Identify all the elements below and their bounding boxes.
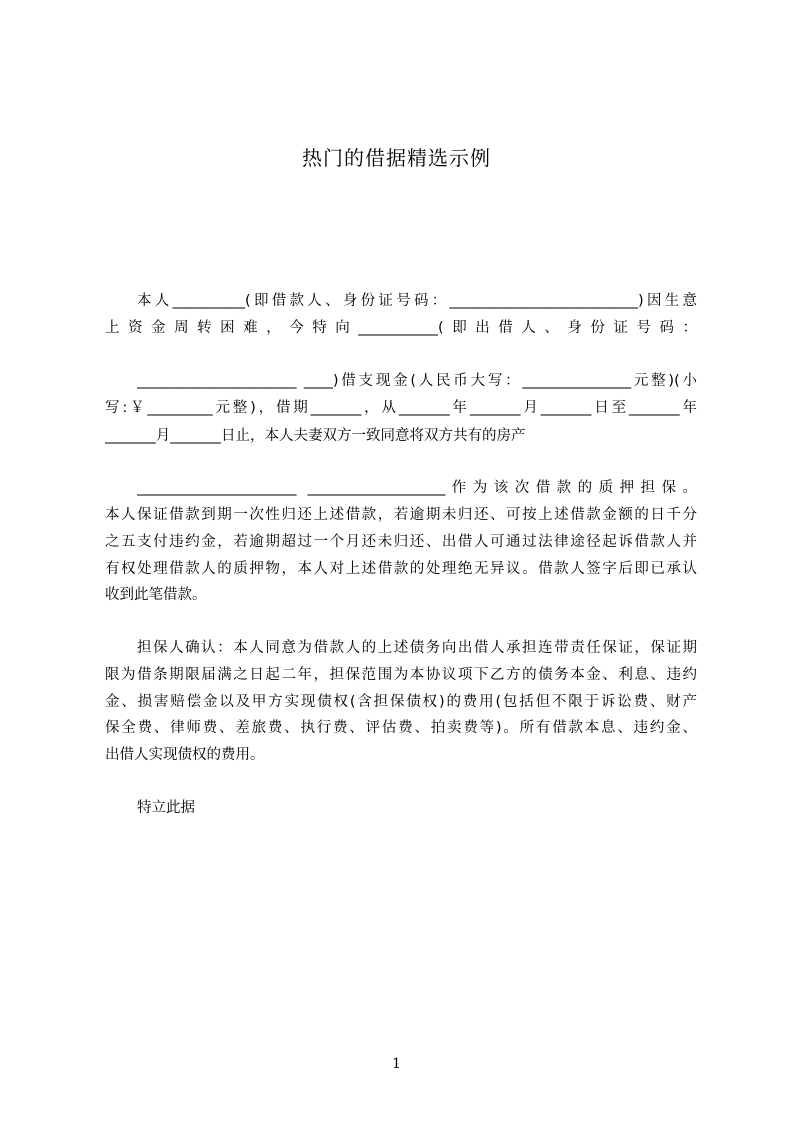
paragraph-line: _______月_______日止，本人夫妻双方一致同意将双方共有的房产 <box>105 428 526 444</box>
document-title: 热门的借据精选示例 <box>302 146 491 170</box>
paragraph-line: 写:￥_________元整)，借期_______，从_______年_______月_______日至_______年 <box>105 400 697 416</box>
paragraph-line: 收到此笔借款。 <box>105 587 207 603</box>
paragraph-line: 上资金周转困难，今特向___________(即出借人、身份证号码： <box>105 320 697 336</box>
paragraph-line: 出借人实现债权的费用。 <box>105 747 265 763</box>
paragraph-line: 金、损害赔偿金以及甲方实现债权(含担保债权)的费用(包括但不限于诉讼费、财产 <box>105 694 697 710</box>
page-number: 1 <box>392 1056 401 1072</box>
paragraph-line: 之五支付违约金，若逾期超过一个月还未归还、出借人可通过法律途径起诉借款人并 <box>105 534 697 550</box>
paragraph-line: 本人__________(即借款人、身份证号码：__________________________)因生意 <box>137 293 697 309</box>
paragraph-line: 担保人确认：本人同意为借款人的上述债务向出借人承担连带责任保证，保证期 <box>137 640 697 656</box>
paragraph-line: 有权处理借款人的质押物，本人对上述借款的处理绝无异议。借款人签字后即已承认 <box>105 561 697 577</box>
paragraph-line: 保全费、律师费、差旅费、执行费、评估费、拍卖费等)。所有借款本息、违约金、 <box>105 720 697 736</box>
paragraph-line: ______________________ ____)借支现金(人民币大写：_______________元整)(小 <box>137 373 697 389</box>
paragraph-line: ______________________ ___________________作为该次借款的质押担保。 <box>137 480 697 496</box>
closing-line: 特立此据 <box>137 800 195 816</box>
paragraph-line: 限为借条期限届满之日起二年，担保范围为本协议项下乙方的债务本金、利息、违约 <box>105 667 697 683</box>
paragraph-line: 本人保证借款到期一次性归还上述借款，若逾期未归还、可按上述借款金额的日千分 <box>105 507 697 523</box>
